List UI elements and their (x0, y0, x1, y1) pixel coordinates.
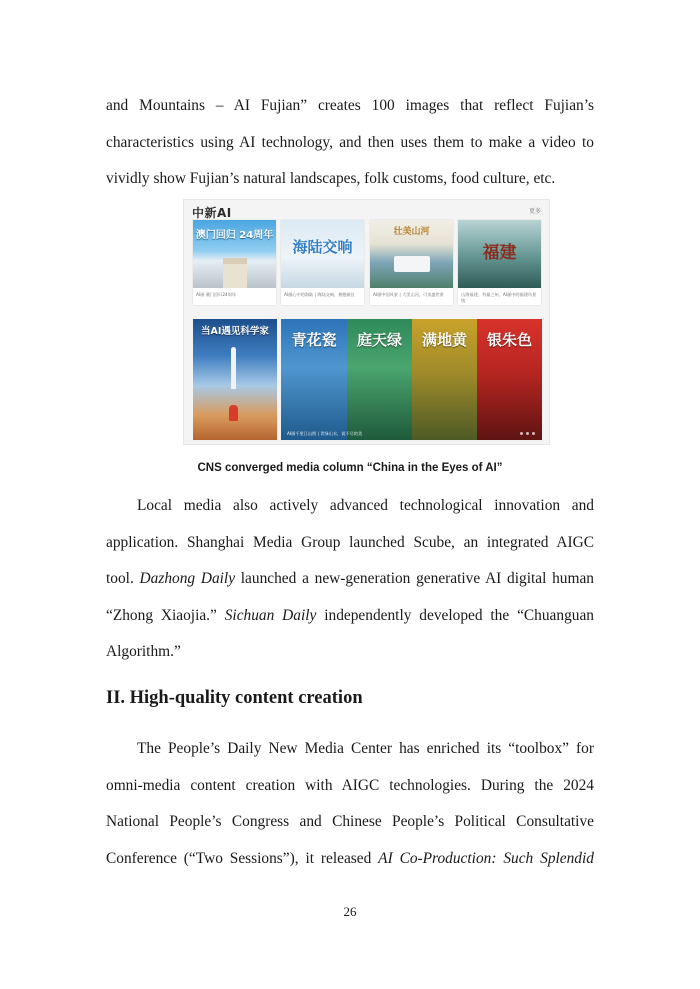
card-caption: AI画中国风景 | 大美山河，可卖盛世景 (373, 292, 444, 297)
text-line: and Mountains – AI Fujian” creates 100 images that reflect Fujian’s (106, 97, 594, 114)
page-number: 26 (343, 904, 357, 919)
poster-science (193, 319, 277, 440)
image-card (281, 220, 364, 305)
card-caption: AI画心中的海陆 | 海陆交响，拥抱新区 (284, 292, 355, 297)
card-image (370, 220, 453, 288)
more-link: 更多 (528, 208, 541, 215)
carousel-dots[interactable] (520, 432, 535, 435)
paragraph-continuation (106, 88, 594, 198)
paragraph-peoples-daily (106, 731, 594, 877)
poster-mandihuang (412, 319, 477, 440)
cns-ai-column-figure (183, 199, 550, 445)
rocket-shape (231, 347, 236, 389)
poster-title: 庭天绿 (356, 331, 402, 349)
poster-qinghuaci (281, 319, 347, 440)
poster-yinzhuse (477, 319, 542, 440)
text-line: The People’s Daily New Media Center has enriched its “toolbox” for (137, 740, 594, 757)
text-line: tool. Dazhong Daily launched a new-generation generative AI digital human (106, 570, 594, 587)
text-line: Local media also actively advanced technological innovation and (137, 497, 594, 514)
card-caption: AI画·澳门回归24周年 (196, 292, 237, 297)
card-image (281, 220, 364, 288)
card-image (458, 220, 541, 288)
publication-name: Dazhong Daily (139, 570, 236, 587)
card-title: 海陆交响 (292, 238, 353, 256)
publication-name: Sichuan Daily (224, 606, 317, 624)
astronaut-shape (229, 405, 238, 421)
poster-tiantianlv (347, 319, 412, 440)
poster-title: 青花瓷 (291, 331, 337, 349)
text-line: vividly show Fujian’s natural landscapes, folk customs, food culture, etc. (106, 170, 556, 187)
poster-title: 满地黄 (421, 331, 467, 349)
card-title: 福建 (482, 243, 517, 263)
brand-logo: 中新AI (192, 206, 232, 220)
card-title: 澳门回归 24周年 (195, 230, 274, 241)
text-line: Conference (“Two Sessions”), it released AI Co-Production: Such Splendid (106, 849, 594, 867)
image-card (370, 220, 453, 305)
paragraph-local-media (106, 488, 594, 671)
text-line: National People’s Congress and Chinese People’s Political Consultative (106, 813, 594, 830)
card-image (193, 220, 276, 288)
text-line: Algorithm.” (106, 643, 181, 660)
work-title: AI Co-Production: Such Splendid (378, 849, 594, 867)
text-line: omni-media content creation with AIGC technologies. During the 2024 (106, 776, 594, 794)
figure-caption: CNS converged media column “China in the Eyes of AI” (197, 462, 503, 474)
image-card (193, 220, 276, 305)
posters-caption: AI画千里江山图 | 青绿山水，说不尽的美 (287, 431, 363, 436)
text-line: “Zhong Xiaojia.” Sichuan Daily independently developed the “Chuanguan (106, 606, 594, 624)
card-caption: 山海福建，有福之州，AI画中的福建风景线 (461, 292, 537, 303)
section-heading: II. High-quality content creation (106, 688, 363, 708)
poster-title: 当AI遇见科学家 (201, 326, 269, 337)
card-title: 壮美山河 (393, 227, 430, 237)
building-shape (223, 258, 247, 288)
image-card (458, 220, 541, 305)
waterfall-shape (394, 256, 430, 272)
text-line: application. Shanghai Media Group launched Scube, an integrated AIGC (106, 533, 594, 551)
text-line: characteristics using AI technology, and then uses them to make a video to (106, 133, 594, 151)
poster-title: 银朱色 (486, 331, 532, 349)
